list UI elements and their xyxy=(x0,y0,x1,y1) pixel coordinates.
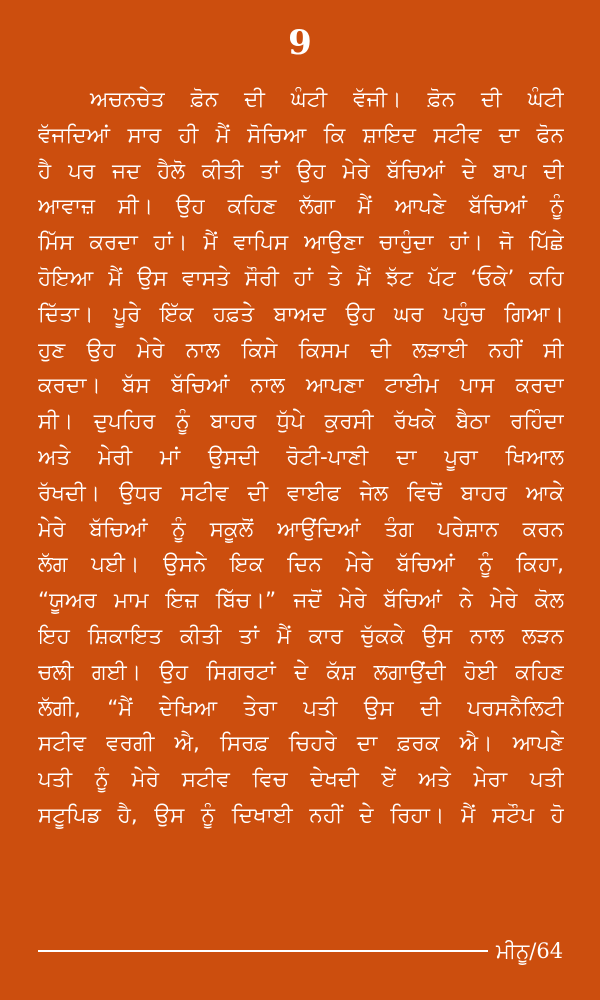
text-line: ਅਤੇ ਮੇਰੀ ਮਾਂ ਉਸਦੀ ਰੋਟੀ-ਪਾਣੀ ਦਾ ਪੂਰਾ ਖਿਆਲ xyxy=(38,444,564,470)
text-line: “ਯੂਅਰ ਮਾਮ ਇਜ਼ ਬਿੱਚ।” ਜਦੋਂ ਮੇਰੇ ਬੱਚਿਆਂ ਨੇ ਮੇਰੇ ਕੋਲ xyxy=(38,588,564,614)
text-line: ਸੀ। ਦੁਪਹਿਰ ਨੂੰ ਬਾਹਰ ਧੁੱਪੇ ਕੁਰਸੀ ਰੱਖਕੇ ਬੈਠਾ ਰਹਿੰਦਾ xyxy=(38,409,564,435)
text-line: ਹੁਣ ਉਹ ਮੇਰੇ ਨਾਲ ਕਿਸੇ ਕਿਸਮ ਦੀ ਲੜਾਈ ਨਹੀਂ ਸੀ xyxy=(38,337,564,363)
text-line: ਚਲੀ ਗਈ। ਉਹ ਸਿਗਰਟਾਂ ਦੇ ਕੱਸ਼ ਲਗਾਉਂਦੀ ਹੋਈ ਕਹਿਣ xyxy=(38,659,564,685)
text-line: ਅਚਨਚੇਤ ਫ਼ੋਨ ਦੀ ਘੰਟੀ ਵੱਜੀ। ਫ਼ੋਨ ਦੀ ਘੰਟੀ xyxy=(90,87,564,112)
page-body-text xyxy=(38,82,564,834)
text-line: ਦਿੱਤਾ। ਪੂਰੇ ਇੱਕ ਹਫ਼ਤੇ ਬਾਅਦ ਉਹ ਘਰ ਪਹੁੰਚ ਗਿਆ। xyxy=(38,301,564,327)
text-line: ਰੱਖਦੀ। ਉਧਰ ਸਟੀਵ ਦੀ ਵਾਈਫ ਜੇਲ ਵਿਚੋਂ ਬਾਹਰ ਆਕੇ xyxy=(38,480,564,506)
text-line: ਆਵਾਜ਼ ਸੀ। ਉਹ ਕਹਿਣ ਲੱਗਾ ਮੈਂ ਆਪਣੇ ਬੱਚਿਆਂ ਨੂੰ xyxy=(38,194,564,220)
text-line: ਮਿੱਸ ਕਰਦਾ ਹਾਂ। ਮੈਂ ਵਾਪਿਸ ਆਉਣਾ ਚਾਹੁੰਦਾ ਹਾਂ। ਜੋ ਪਿੱਛੇ xyxy=(38,230,564,256)
text-line: ਮੇਰੇ ਬੱਚਿਆਂ ਨੂੰ ਸਕੂਲੋਂ ਆਉਂਦਿਆਂ ਤੰਗ ਪਰੇਸ਼ਾਨ ਕਰਨ xyxy=(38,516,564,542)
page-footer: ਮੀਨੂ/64 xyxy=(496,939,564,963)
text-line: ਹੈ ਪਰ ਜਦ ਹੈਲੋ ਕੀਤੀ ਤਾਂ ਉਹ ਮੇਰੇ ਬੱਚਿਆਂ ਦੇ ਬਾਪ ਦੀ xyxy=(38,158,564,184)
text-line: ਲੱਗੀ, “ਮੈਂ ਦੇਖਿਆ ਤੇਰਾ ਪਤੀ ਉਸ ਦੀ ਪਰਸਨੈਲਿਟੀ xyxy=(38,695,564,721)
text-line: ਕਰਦਾ। ਬੱਸ ਬੱਚਿਆਂ ਨਾਲ ਆਪਣਾ ਟਾਈਮ ਪਾਸ ਕਰਦਾ xyxy=(38,373,564,399)
text-line: ਪਤੀ ਨੂੰ ਮੇਰੇ ਸਟੀਵ ਵਿਚ ਦੇਖਦੀ ਏਂ ਅਤੇ ਮੇਰਾ ਪਤੀ xyxy=(38,767,564,793)
text-line: ਸਟੂਪਿਡ ਹੈ, ਉਸ ਨੂੰ ਦਿਖਾਈ ਨਹੀਂ ਦੇ ਰਿਹਾ। ਮੈਂ ਸਟੌਪ ਹੋ xyxy=(38,802,564,828)
text-line: ਇਹ ਸ਼ਿਕਾਇਤ ਕੀਤੀ ਤਾਂ ਮੈਂ ਕਾਰ ਚੁੱਕਕੇ ਉਸ ਨਾਲ ਲੜਨ xyxy=(38,623,564,649)
text-line: ਹੋਇਆ ਮੈਂ ਉਸ ਵਾਸਤੇ ਸੌਰੀ ਹਾਂ ਤੇ ਮੈਂ ਝੱਟ ਪੱਟ ‘ਓਕੇ’ ਕਹਿ xyxy=(38,265,564,291)
text-line: ਸਟੀਵ ਵਰਗੀ ਐ, ਸਿਰਫ਼ ਚਿਹਰੇ ਦਾ ਫ਼ਰਕ ਐ। ਆਪਣੇ xyxy=(38,731,564,757)
footer-divider xyxy=(38,950,488,952)
text-line: ਵੱਜਦਿਆਂ ਸਾਰ ਹੀ ਮੈਂ ਸੋਚਿਆ ਕਿ ਸ਼ਾਇਦ ਸਟੀਵ ਦਾ ਫੋਨ xyxy=(38,122,564,148)
text-line: ਲੱਗ ਪਈ। ਉਸਨੇ ਇਕ ਦਿਨ ਮੇਰੇ ਬੱਚਿਆਂ ਨੂੰ ਕਿਹਾ, xyxy=(38,552,564,578)
chapter-number: 9 xyxy=(288,23,312,63)
